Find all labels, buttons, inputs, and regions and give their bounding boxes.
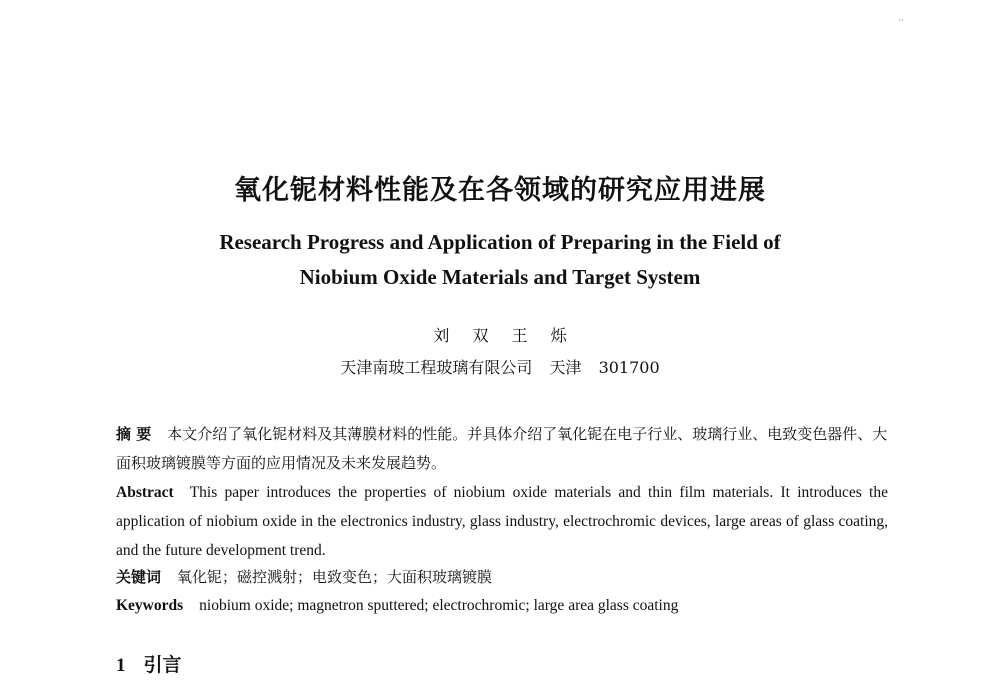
abstract-english-label: Abstract xyxy=(116,484,174,501)
abstract-chinese-label: 摘 要 xyxy=(116,425,152,443)
abstract-english-text: This paper introduces the properties of niobium oxide materials and thin film materials. It introduces the application of niobium oxide in the electronics industry, glass industry, electrochromic devices, large areas of glass coating, and the future development trend. xyxy=(116,484,888,559)
title-english-line-1: Research Progress and Application of Preparing in the Field of xyxy=(219,230,781,254)
keywords-english xyxy=(116,591,888,620)
abstract-english xyxy=(116,478,888,565)
keywords-chinese-label: 关键词 xyxy=(116,568,162,586)
affiliation-org: 天津南玻工程玻璃有限公司 xyxy=(340,358,533,377)
keywords-chinese-text: 氧化铌；磁控溅射；电致变色；大面积玻璃镀膜 xyxy=(177,568,493,586)
keywords-english-text: niobium oxide; magnetron sputtered; electrochromic; large area glass coating xyxy=(199,597,679,614)
section-heading xyxy=(116,650,182,677)
title-english-line-2: Niobium Oxide Materials and Target System xyxy=(299,265,701,289)
title-chinese: 氧化铌材料性能及在各领域的研究应用进展 xyxy=(234,175,766,206)
affiliation xyxy=(0,355,1000,378)
section-number: 1 xyxy=(116,655,126,676)
authors: 刘 双 王 烁 xyxy=(433,326,567,345)
keywords-english-label: Keywords xyxy=(116,597,184,614)
affiliation-postcode: 301700 xyxy=(598,358,660,377)
corner-mark: ·· xyxy=(898,16,904,26)
abstract-chinese xyxy=(116,420,888,478)
section-title: 引言 xyxy=(143,654,182,676)
keywords-chinese xyxy=(116,563,888,592)
affiliation-city: 天津 xyxy=(549,358,582,377)
abstract-chinese-text: 本文介绍了氧化铌材料及其薄膜材料的性能。并具体介绍了氧化铌在电子行业、玻璃行业、电致变色器件、大面积玻璃镀膜等方面的应用情况及未来发展趋势。 xyxy=(116,425,888,472)
